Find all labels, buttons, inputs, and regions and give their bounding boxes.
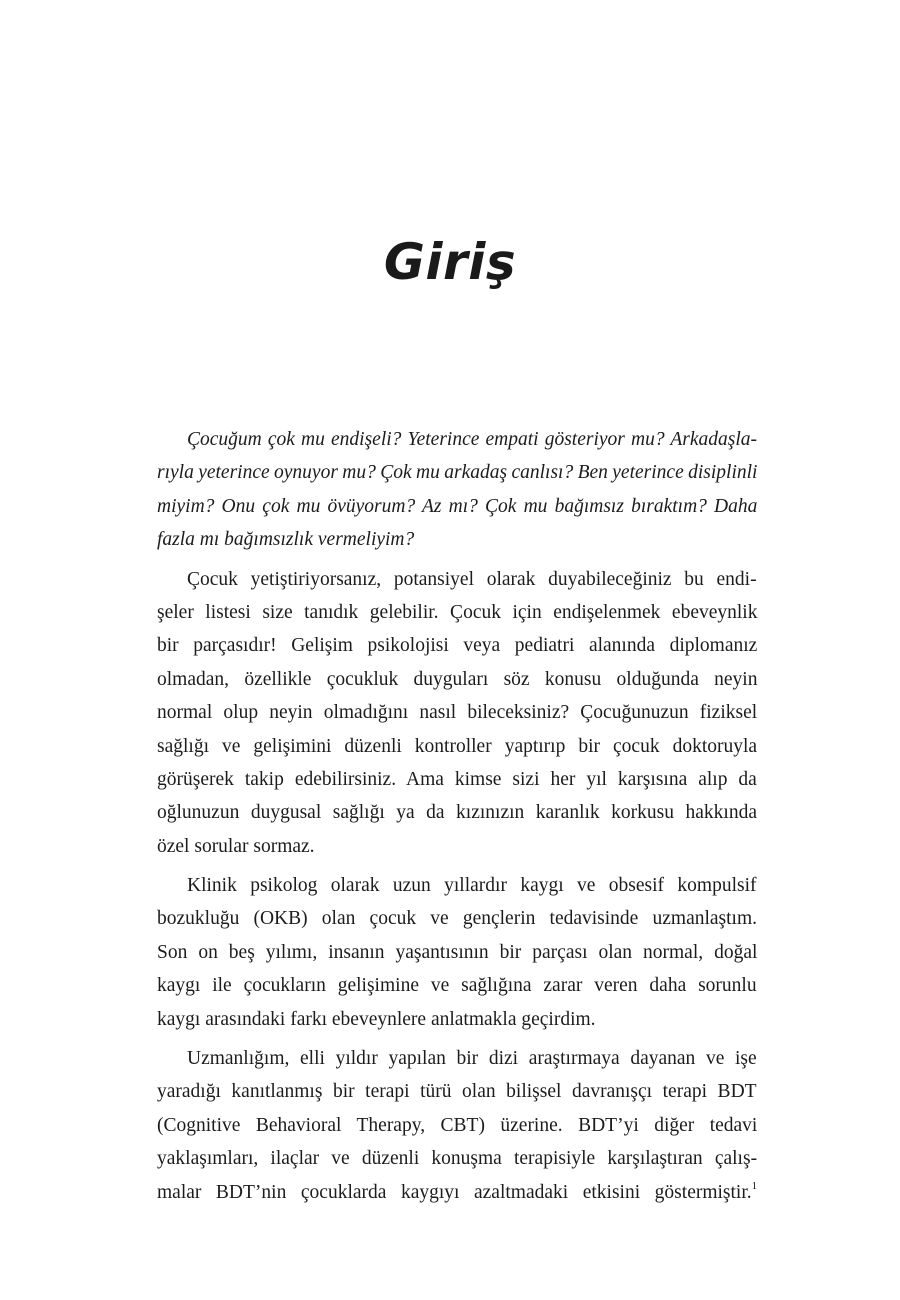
text-line: yaklaşımları, ilaçlar ve düzenli konuşma terapisiyle karşılaştıran çalış- (157, 1148, 758, 1170)
text-line: kaygı arasındaki farkı ebeveynlere anlatmakla geçirdim. (157, 1008, 596, 1030)
text-line: Çocuk yetiştiriyorsanız, potansiyel olarak duyabileceğiniz bu endi- (187, 568, 757, 590)
text-line: Klinik psikolog olarak uzun yıllardır kaygı ve obsesif kompulsif (187, 875, 757, 897)
text-line: görüşerek takip edebilirsiniz. Ama kimse sizi her yıl karşısına alıp da (157, 768, 757, 790)
text-line: kaygı ile çocukların gelişimine ve sağlığına zarar veren daha sorunlu (157, 975, 757, 997)
footnote-reference[interactable]: 1 (751, 1179, 758, 1192)
text-line: Uzmanlığım, elli yıldır yapılan bir dizi araştırmaya dayanan ve işe (187, 1048, 757, 1070)
body-text (157, 423, 757, 1215)
text-line: miyim? Onu çok mu övüyorum? Az mı? Çok mu bağımsız bıraktım? Daha (157, 495, 758, 517)
text-line: oğlunuzun duygusal sağlığı ya da kızınızın karanlık korkusu hakkında (157, 802, 757, 824)
text-line: şeler listesi size tanıdık gelebilir. Çocuk için endişelenmek ebeveynlik (157, 601, 758, 623)
paragraph-parenting-worries (157, 563, 757, 864)
text-line: rıyla yeterince oynuyor mu? Çok mu arkadaş canlısı? Ben yeterince disiplinli (157, 462, 758, 484)
text-line: yaradığı kanıtlanmış bir terapi türü olan bilişsel davranışçı terapi BDT (157, 1081, 757, 1103)
text-line: Son on beş yılımı, insanın yaşantısının bir parçası olan normal, doğal (157, 941, 758, 963)
text-line: fazla mı bağımsızlık vermeliyim? (157, 529, 415, 551)
chapter-title: Giriş (383, 233, 517, 291)
text-line: bir parçasıdır! Gelişim psikolojisi veya pediatri alanında diplomanız (157, 635, 758, 657)
text-line (157, 1176, 757, 1209)
paragraph-intro-questions (157, 423, 757, 557)
text-line: (Cognitive Behavioral Therapy, CBT) üzerine. BDT’yi diğer tedavi (157, 1114, 758, 1136)
text-line: sağlığı ve gelişimini düzenli kontroller yaptırıp bir çocuk doktoruyla (157, 735, 758, 757)
text-line: olmadan, özellikle çocukluk duyguları söz konusu olduğunda neyin (157, 668, 758, 690)
paragraph-cbt-expertise (157, 1042, 757, 1209)
paragraph-clinical-psychologist (157, 869, 757, 1036)
text-line: bozukluğu (OKB) olan çocuk ve gençlerin tedavisinde uzmanlaştım. (157, 908, 758, 930)
text-line: Çocuğum çok mu endişeli? Yeterince empati gösteriyor mu? Arkadaşla- (187, 429, 758, 450)
text-line: normal olup neyin olmadığını nasıl bileceksiniz? Çocuğunuzun fiziksel (157, 702, 758, 724)
text-line-content: malar BDT’nin çocuklarda kaygıyı azaltmadaki etkisini göstermiştir.$^1$ (157, 1179, 758, 1203)
text-line: özel sorular sormaz. (157, 835, 315, 857)
